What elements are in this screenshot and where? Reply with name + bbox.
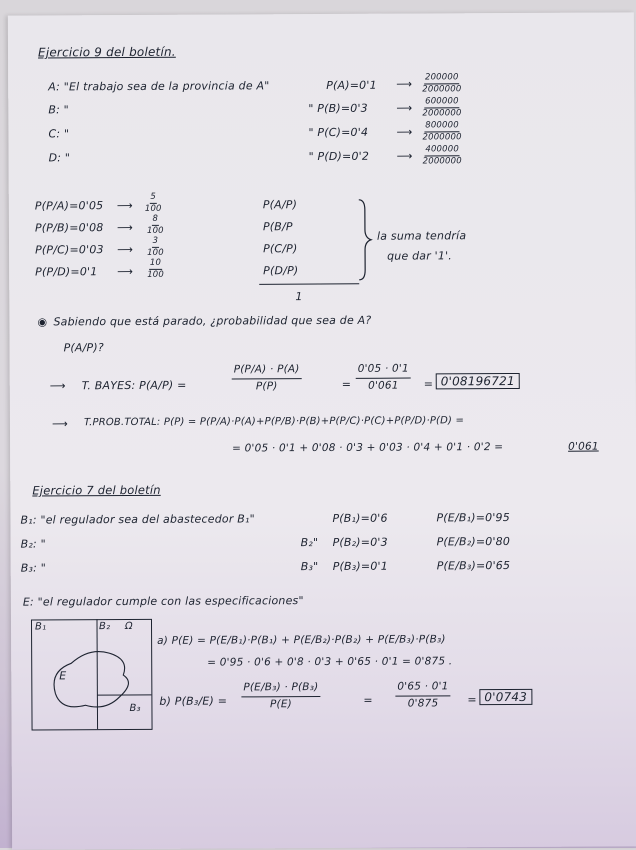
ex9-prob-d: " P(D)=0'2 xyxy=(309,150,370,163)
part-a-line-1: a) P(E) = P(E/B₁)·P(B₁) + P(E/B₂)·P(B₂) + P(E/B₃)·P(B₃) xyxy=(157,633,446,647)
sum-note-2: que dar '1'. xyxy=(387,249,452,262)
fraction-den: 100 xyxy=(145,203,162,213)
fraction-den: 100 xyxy=(147,269,164,279)
fraction-den: P(E) xyxy=(270,697,292,711)
bayes-result: 0'08196721 xyxy=(436,373,520,389)
ex9-event-d: D: " xyxy=(49,151,71,164)
question-text: Sabiendo que está parado, ¿probabilidad que sea de A? xyxy=(53,314,371,329)
p-e-b3: P(E/B₃)=0'65 xyxy=(437,559,511,572)
ex9-prob-b: " P(B)=0'3 xyxy=(308,102,368,115)
p-e-b1: P(E/B₁)=0'95 xyxy=(436,511,510,524)
e-label: E: "el regulador cumple con las especificaciones" xyxy=(23,594,304,608)
fraction-d xyxy=(423,145,462,165)
partition-diagram xyxy=(31,619,158,732)
total-result: 0'061 xyxy=(568,441,599,453)
sum-total: 1 xyxy=(295,290,302,303)
b1-label: B₁: "el regulador sea del abastecedor B₁" xyxy=(20,512,254,526)
fraction-num: 200000 xyxy=(424,73,460,84)
fraction-cond-d xyxy=(147,259,164,279)
p-b3: P(B₃)=0'1 xyxy=(333,560,388,573)
part-a-line-2: = 0'95 · 0'6 + 0'8 · 0'3 + 0'65 · 0'1 = 0'875 . xyxy=(207,655,452,668)
fraction-num: 5 xyxy=(149,193,157,204)
fraction-den: 100 xyxy=(147,225,164,235)
arrow-icon: ⟶ xyxy=(117,199,133,212)
fraction-num: P(P/A) · P(A) xyxy=(232,364,302,379)
cond-b: P(P/B)=0'08 xyxy=(35,221,104,234)
bayes-fraction-values xyxy=(356,364,411,392)
bayes-fraction xyxy=(232,364,302,392)
arrow-icon: ⟶ xyxy=(396,102,412,115)
fraction-cond-a xyxy=(145,193,162,213)
ex9-prob-a: P(A)=0'1 xyxy=(326,79,377,92)
fraction-den: P(P) xyxy=(256,379,278,393)
cond-d: P(P/D)=0'1 xyxy=(35,265,97,278)
ex9-event-b: B: " xyxy=(48,103,69,116)
fraction-den: 2000000 xyxy=(422,108,461,118)
b2-label: B₂: " xyxy=(21,537,46,550)
equals-sign: = xyxy=(363,694,372,707)
fraction-num: 400000 xyxy=(424,145,460,156)
posterior-b: P(B/P xyxy=(263,220,293,233)
arrow-icon: ⟶ xyxy=(397,150,413,163)
bayes-label: T. BAYES: P(A/P) = xyxy=(82,379,187,393)
sum-line xyxy=(259,282,379,293)
fraction-a xyxy=(422,73,461,93)
ex9-prob-c: " P(C)=0'4 xyxy=(308,126,368,139)
diagram-b3: B₃ xyxy=(129,703,140,714)
fraction-cond-c xyxy=(147,237,164,257)
part-b-fraction xyxy=(241,682,320,711)
diagram-b1: B₁ xyxy=(35,621,46,632)
b2-name: B₂" xyxy=(301,536,319,549)
fraction-num: 8 xyxy=(151,215,159,226)
omega-icon: Ω xyxy=(125,621,133,632)
fraction-den: 2000000 xyxy=(422,132,461,142)
p-b2: P(B₂)=0'3 xyxy=(333,536,388,549)
fraction-den: 100 xyxy=(147,247,164,257)
fraction-num: 800000 xyxy=(424,121,460,132)
posterior-c: P(C/P) xyxy=(263,242,298,255)
ex9-event-c: C: " xyxy=(48,127,69,140)
fraction-num: 10 xyxy=(149,259,162,270)
fraction-num: 3 xyxy=(152,237,160,248)
fraction-den: 2000000 xyxy=(423,156,462,166)
arrow-icon: ⟶ xyxy=(396,126,412,139)
part-b-fraction-values xyxy=(395,681,450,709)
p-b1: P(B₁)=0'6 xyxy=(332,512,387,525)
ex9-title: Ejercicio 9 del boletín. xyxy=(38,45,176,60)
fraction-cond-b xyxy=(147,215,164,235)
equals-sign: = xyxy=(424,377,433,390)
equals-sign: = xyxy=(342,378,351,391)
sum-note-1: la suma tendría xyxy=(377,229,466,242)
fraction-den: 0'875 xyxy=(408,696,439,710)
posterior-a: P(A/P) xyxy=(263,198,297,211)
fraction-num: 0'05 · 0'1 xyxy=(356,364,411,379)
total-line-1: T.PROB.TOTAL: P(P) = P(P/A)·P(A)+P(P/B)·P(B)+P(P/C)·P(C)+P(P/D)·P(D) = xyxy=(84,415,464,428)
question-expr: P(A/P)? xyxy=(64,341,104,354)
arrow-icon: ⟶ xyxy=(50,379,66,392)
arrow-icon: ⟶ xyxy=(396,78,412,91)
fraction-b xyxy=(422,97,461,117)
paper-sheet xyxy=(8,12,636,849)
b3-name: B₃" xyxy=(301,560,319,573)
diagram-e: E xyxy=(59,669,66,682)
ex9-event-a: A: "El trabajo sea de la provincia de A" xyxy=(48,79,269,93)
posterior-d: P(D/P) xyxy=(263,264,298,277)
brace-icon xyxy=(355,200,375,280)
arrow-icon: ⟶ xyxy=(117,265,133,278)
total-line-2: = 0'05 · 0'1 + 0'08 · 0'3 + 0'03 · 0'4 + 0'1 · 0'2 = xyxy=(232,441,503,454)
cond-c: P(P/C)=0'03 xyxy=(35,243,104,256)
part-b-result: 0'0743 xyxy=(479,689,532,705)
diagram-b2: B₂ xyxy=(99,621,110,632)
cond-a: P(P/A)=0'05 xyxy=(35,199,104,212)
fraction-num: 0'65 · 0'1 xyxy=(395,681,450,696)
fraction-den: 2000000 xyxy=(422,84,461,94)
arrow-icon: ⟶ xyxy=(117,221,133,234)
arrow-icon: ⟶ xyxy=(117,243,133,256)
fraction-den: 0'061 xyxy=(368,378,399,392)
ex7-title: Ejercicio 7 del boletín xyxy=(32,483,160,498)
fraction-num: 600000 xyxy=(424,97,460,108)
p-e-b2: P(E/B₂)=0'80 xyxy=(437,535,511,548)
part-b-label: b) P(B₃/E) = xyxy=(159,695,227,708)
fraction-num: P(E/B₃) · P(B₃) xyxy=(241,682,320,697)
equals-sign: = xyxy=(467,693,476,706)
bullet-icon: ◉ xyxy=(37,315,47,328)
fraction-c xyxy=(422,121,461,141)
b3-label: B₃: " xyxy=(21,561,46,574)
arrow-icon: ⟶ xyxy=(52,417,68,430)
